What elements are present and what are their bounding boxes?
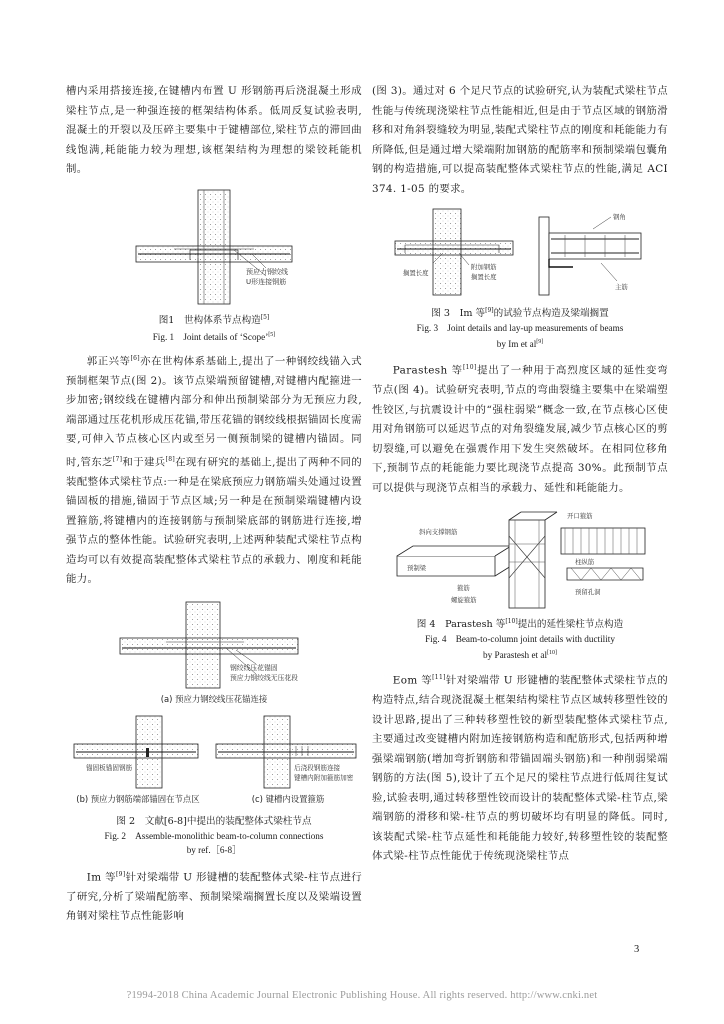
figure-3-label-seat-2: 搁置长度 [471,273,497,281]
figure-4-label-diag: 斜向支撑钢筋 [419,528,458,537]
figure-4-label-hole: 预留孔洞 [575,588,601,597]
figure-2c-label-1: 后浇段钢筋连接 [294,763,341,772]
figure-2a-drawing [120,602,298,704]
figure-4-label-hoop: 箍筋 [457,584,470,593]
figure-2c-label-2: 键槽内附加箍筋加密 [294,773,354,782]
figure-3-label-steel: 钢角 [613,213,626,221]
figure-2b-drawing [74,716,200,804]
figure-3-drawing [389,207,651,299]
figure-3-label-bar: 主筋 [615,283,628,291]
figure-2-caption-en-1: Fig. 2 Assemble-monolithic beam-to-column connections [104,830,324,841]
figure-1-label-2: U形连接钢筋 [246,277,287,286]
figure-3-steel-angle [539,212,641,295]
figure-2c-sublabel: (c) 键槽内设置箍筋 [251,793,325,804]
page-number: 3 [634,944,640,955]
figure-1-drawing [134,188,294,306]
figure-2a-sublabel: (a) 预应力钢绞线压花锚连接 [160,693,268,704]
figure-3-caption-cn: 图 3 Im 等[9]的试验节点构造及梁端搁置 [431,307,609,320]
figure-2b-label: 锚固板锚固钢筋 [86,763,133,772]
figure-4-drawing [391,506,649,610]
left-column [66,82,362,927]
left-paragraph-3: Im 等[9]针对梁端带 U 形键槽的装配整体式梁-柱节点进行了研究,分析了梁端配筋率、预制梁梁端搁置长度以及梁端设置角钢对梁柱节点性能影响 [66,870,362,923]
figure-2 [66,598,362,810]
figure-2c-drawing [216,716,356,804]
figure-3 [389,207,651,299]
figure-3-label-seat-1: 搁置长度 [403,269,429,277]
right-paragraph-1: (图 3)。通过对 6 个足尺节点的试验研究,认为装配式梁柱节点性能与传统现浇梁柱节点性能相近,但是由于节点区域的钢筋滑移和对角斜裂缝较为明显,装配式梁柱节点的刚度和耗能能力有所降低,但是通过增大梁端附加钢筋的配筋率和预制梁端包囊角钢的构造措施,可以提高装配整体式梁柱节点的性能,满足 ACI 374. 1-05 的要求。 [372,85,668,195]
left-paragraph-1: 槽内采用搭接连接,在键槽内布置 U 形钢筋再后浇混凝土形成梁柱节点,是一种强连接的框架结构体系。低周反复试验表明,混凝土的开裂以及压碎主要集中于键槽部位,梁柱节点的滞回曲线饱满,耗能能力较为理想,该框架结构为理想的梁铰耗能机制。 [66,85,362,175]
figure-1-caption-en: Fig. 1 Joint details of ‘Scope’[5] [152,331,276,342]
right-paragraph-3: Eom 等[11]针对梁端带 U 形键槽的装配整体式梁柱节点的构造特点,结合现浇混凝土框架结构梁柱节点区域转移塑性铰的设计思路,提出了三种转移塑性铰的新型装配整体式梁柱节点,主要通过改变键槽内附加连接钢筋构造和配筋形式,包括两种增强梁端钢筋(增加弯折钢筋和带锚固端头钢筋)和一种削弱梁端钢筋的方法(图 5),设计了五个足尺的梁柱节点进行低周往复试验,试验表明,通过转移塑性铰而设计的装配整体式梁-柱节点,梁端钢筋的滑移和梁-柱节点的剪切破坏均有明显的降低。同时,该装配式梁-柱节点延性和耗能能力较好,转移塑性铰的装配整体式梁-柱节点性能优于传统现浇梁柱节点 [372,674,669,863]
figure-1-caption-cn: 图1 世构体系节点构造[5] [158,313,270,326]
publisher-footer: ?1994-2018 China Academic Journal Electronic Publishing House. All rights reserved. http://www.cnki.net [126,990,598,1001]
figure-2-drawing [66,598,362,810]
figure-4-caption-cn: 图 4 Parastesh 等[10]提出的延性梁柱节点构造 [416,618,624,631]
figure-2b-sublabel: (b) 预应力钢筋端部锚固在节点区 [76,793,200,804]
figure-2a-label-2: 预应力钢绞线无压花段 [230,673,298,682]
figure-4-label-precast: 预制梁 [407,564,427,573]
figure-4-caption-en-2: by Parastesh et al[10] [482,650,558,661]
figure-1-label-1: 预应力钢绞线 [246,267,288,276]
figure-4-label-spiral: 螺旋箍筋 [451,596,477,605]
left-paragraph-2: 郭正兴等[6]亦在世构体系基础上,提出了一种钢绞线锚入式预制框架节点(图 2)。该节点梁端预留键槽,对键槽内配箍进一步加密;钢绞线在键槽内部分和伸出预制梁部分为无预应力段,端部通过压花机形成压花锚,带压花锚的钢绞线根据锚固长度需要,可伸入节点核心区内或至另一侧预制梁的键槽内锚固。同时,管东芝[7]和于建兵[8]在现有研究的基础上,提出了两种不同的装配整体式梁柱节点:一种是在梁底预应力钢筋端头处通过设置锚固板的措施,锚固于节点区域;另一种是在预制梁端键槽内设置箍筋,将键槽内的连接钢筋与预制梁底部的钢筋进行连接,增强节点的整体性能。试验研究表明,上述两种装配式梁柱节点构造均可以有效提高装配整体式梁柱节点的承载力、刚度和耗能能力。 [66,354,362,586]
figure-1 [134,188,294,306]
figure-2-caption-cn: 图 2 文献[6-8]中提出的装配整体式梁柱节点 [116,815,312,827]
right-paragraph-2: Parastesh 等[10]提出了一种用于高烈度区域的延性变弯节点(图 4)。试验研究表明,节点的弯曲裂缝主要集中在梁端塑性铰区,与抗震设计中的“强柱弱梁”概念一致,在节点核心区使用对角钢筋可以延迟节点的对角裂缝发展,减少节点核心区的剪切裂缝,可以避免在强震作用下发生突然破坏。在相同位移角下,预制节点的耗能能力要比现浇节点提高 30%。此预制节点可以提供与现浇节点相当的承载力、延性和耗能能力。 [372,364,668,494]
figure-3-label-added: 附加钢筋 [471,263,497,271]
figure-3-caption-en-1: Fig. 3 Joint details and lay-up measurements of beams [416,323,624,334]
figure-4-label-top: 开口箍筋 [567,512,593,521]
figure-4 [391,506,649,610]
figure-2a-label-1: 钢绞线压花锚固 [230,663,278,672]
right-column [372,82,668,867]
figure-4-label-conn: 柱纵筋 [575,558,595,567]
figure-3-caption-en-2: by Im et al[9] [496,339,544,350]
figure-4-caption-en-1: Fig. 4 Beam-to-column joint details with ductility [425,634,615,645]
figure-2-caption-en-2: by ref.［6-8］ [186,844,242,855]
